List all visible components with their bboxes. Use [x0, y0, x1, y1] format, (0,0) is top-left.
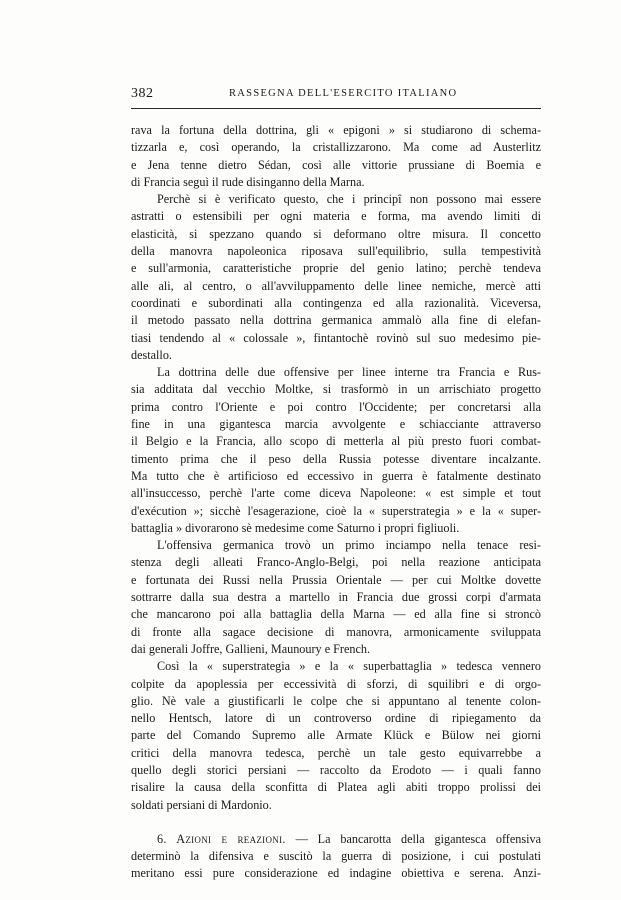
text-line: timento prima che il peso della Russia potesse diventare incalzante. — [131, 451, 541, 466]
text-fragment: — La bancarotta della gigantesca offensiva — [285, 831, 541, 846]
section-gap — [131, 814, 541, 831]
text-line: il metodo passato nella dottrina germanica ammalò alla fine di elefan- — [131, 313, 541, 328]
text-line: parte del Comando Supremo alle Armate Klück e Bülow nei giorni — [131, 728, 541, 743]
text-line: il Belgio e la Francia, allo scopo di metterla al più presto fuori combat- — [131, 434, 541, 449]
text-line: stenza degli alleati Franco-Anglo-Belgi, poi nella reazione anticipata — [131, 555, 541, 570]
text-line: determinò la difensiva e suscitò la guerra di posizione, i cui postulati — [131, 849, 541, 864]
text-line: di fronte alla sagace decisione di manovra, armonicamente sviluppata — [131, 624, 541, 639]
text-line: quello degli storici persiani — raccolto da Erodoto — i quali fanno — [131, 762, 541, 777]
text-line: risalire la causa della sconfitta di Platea agli abiti troppo prolissi dei — [131, 780, 541, 795]
text-line: della manovra napoleonica riposava sull'equilibrio, sulla tempestività — [131, 244, 541, 259]
text-line: tizzarla e, così operando, la cristallizzarono. Ma come ad Austerlitz — [131, 140, 541, 155]
text-line: e fortunata dei Russi nella Prussia Orientale — per cui Moltke dovette — [131, 572, 541, 587]
header-rule — [131, 108, 541, 109]
text-line: tiasi tendendo al « colossale », fintantochè rovinò sul suo medesimo pie- — [131, 330, 541, 345]
text-line: dai generali Joffre, Gallieni, Maunoury e French. — [131, 641, 371, 656]
text-line: e Jena tenne dietro Sédan, così alle vittorie prussiane di Boemia e — [131, 157, 541, 172]
section-heading: 6. Azioni e reazioni. — [157, 831, 286, 846]
page-number: 382 — [131, 86, 154, 101]
text-line: critici della manovra tedesca, perchè un tale gesto equivarrebbe a — [131, 745, 541, 760]
text-line: Così la « superstrategia » e la « superbattaglia » tedesca vennero — [157, 659, 541, 674]
text-line: coordinati e subordinati alla contingenza ed alla razionalità. Viceversa, — [131, 295, 541, 310]
text-line: colpite da apoplessia per eccessività di sforzi, di squilibri e di orgo- — [131, 676, 541, 691]
section-first-line — [131, 831, 541, 848]
text-line: di Francia seguì il rude disinganno della Marna. — [131, 174, 365, 189]
text-line: nello Hentsch, latore di un controverso ordine di ripiegamento da — [131, 711, 541, 726]
text-line: fine in una gigantesca marcia avvolgente e schiacciante attraverso — [131, 417, 541, 432]
text-line: destallo. — [131, 347, 172, 362]
text-line: glio. Nè vale a giustificarli le colpe che si appuntano al tenente colon- — [131, 693, 541, 708]
text-line: L'offensiva germanica trovò un primo inciampo nella tenace resi- — [157, 538, 541, 553]
text-line: che mancarono poi alla battaglia della Marna — ed alla fine si stroncò — [131, 607, 541, 622]
text-line: La dottrina delle due offensive per linee interne tra Francia e Rus- — [157, 365, 541, 380]
text-line: sottrarre dalla sua destra a martello in Francia due grossi corpi d'armata — [131, 590, 541, 605]
text-line: Perchè si è verificato questo, che i principî non possono mai essere — [157, 192, 541, 207]
text-line: e sull'armonia, caratteristiche proprie del genio latino; perchè tendeva — [131, 261, 541, 276]
text-line: all'insuccesso, perchè l'arte come diceva Napoleone: « est simple et tout — [131, 486, 541, 501]
text-line: elasticità, si spezzano quando si deformano oltre misura. Il concetto — [131, 226, 541, 241]
text-line: soldati persiani di Mardonio. — [131, 797, 272, 812]
page-header — [131, 86, 544, 104]
text-line: rava la fortuna della dottrina, gli « epigoni » si studiarono di schema- — [131, 123, 541, 137]
text-line: meritano essi pure considerazione ed indagine obiettiva e serena. Anzi- — [131, 866, 541, 881]
text-line: astratti o estensibili per ogni materia e forma, ma avendo limiti di — [131, 209, 541, 224]
text-line: d'exécution »; sicchè l'esagerazione, cioè la « superstrategia » e la « super- — [131, 503, 541, 518]
body-text — [131, 122, 541, 883]
running-head: RASSEGNA DELL'ESERCITO ITALIANO — [229, 88, 458, 99]
text-line: sia additata dal vecchio Moltke, si trasformò in un arrischiato progetto — [131, 382, 541, 397]
text-line: battaglia » divorarono sè medesime come Saturno i propri figliuoli. — [131, 520, 460, 535]
text-line: prima contro l'Oriente e poi contro l'Occidente; per concretarsi alla — [131, 399, 541, 414]
text-line: alle ali, al centro, o all'avviluppamento delle linee nemiche, mercè atti — [131, 278, 541, 293]
text-line: Ma tutto che è artificioso ed eccessivo in guerra è fatalmente destinato — [131, 468, 541, 483]
